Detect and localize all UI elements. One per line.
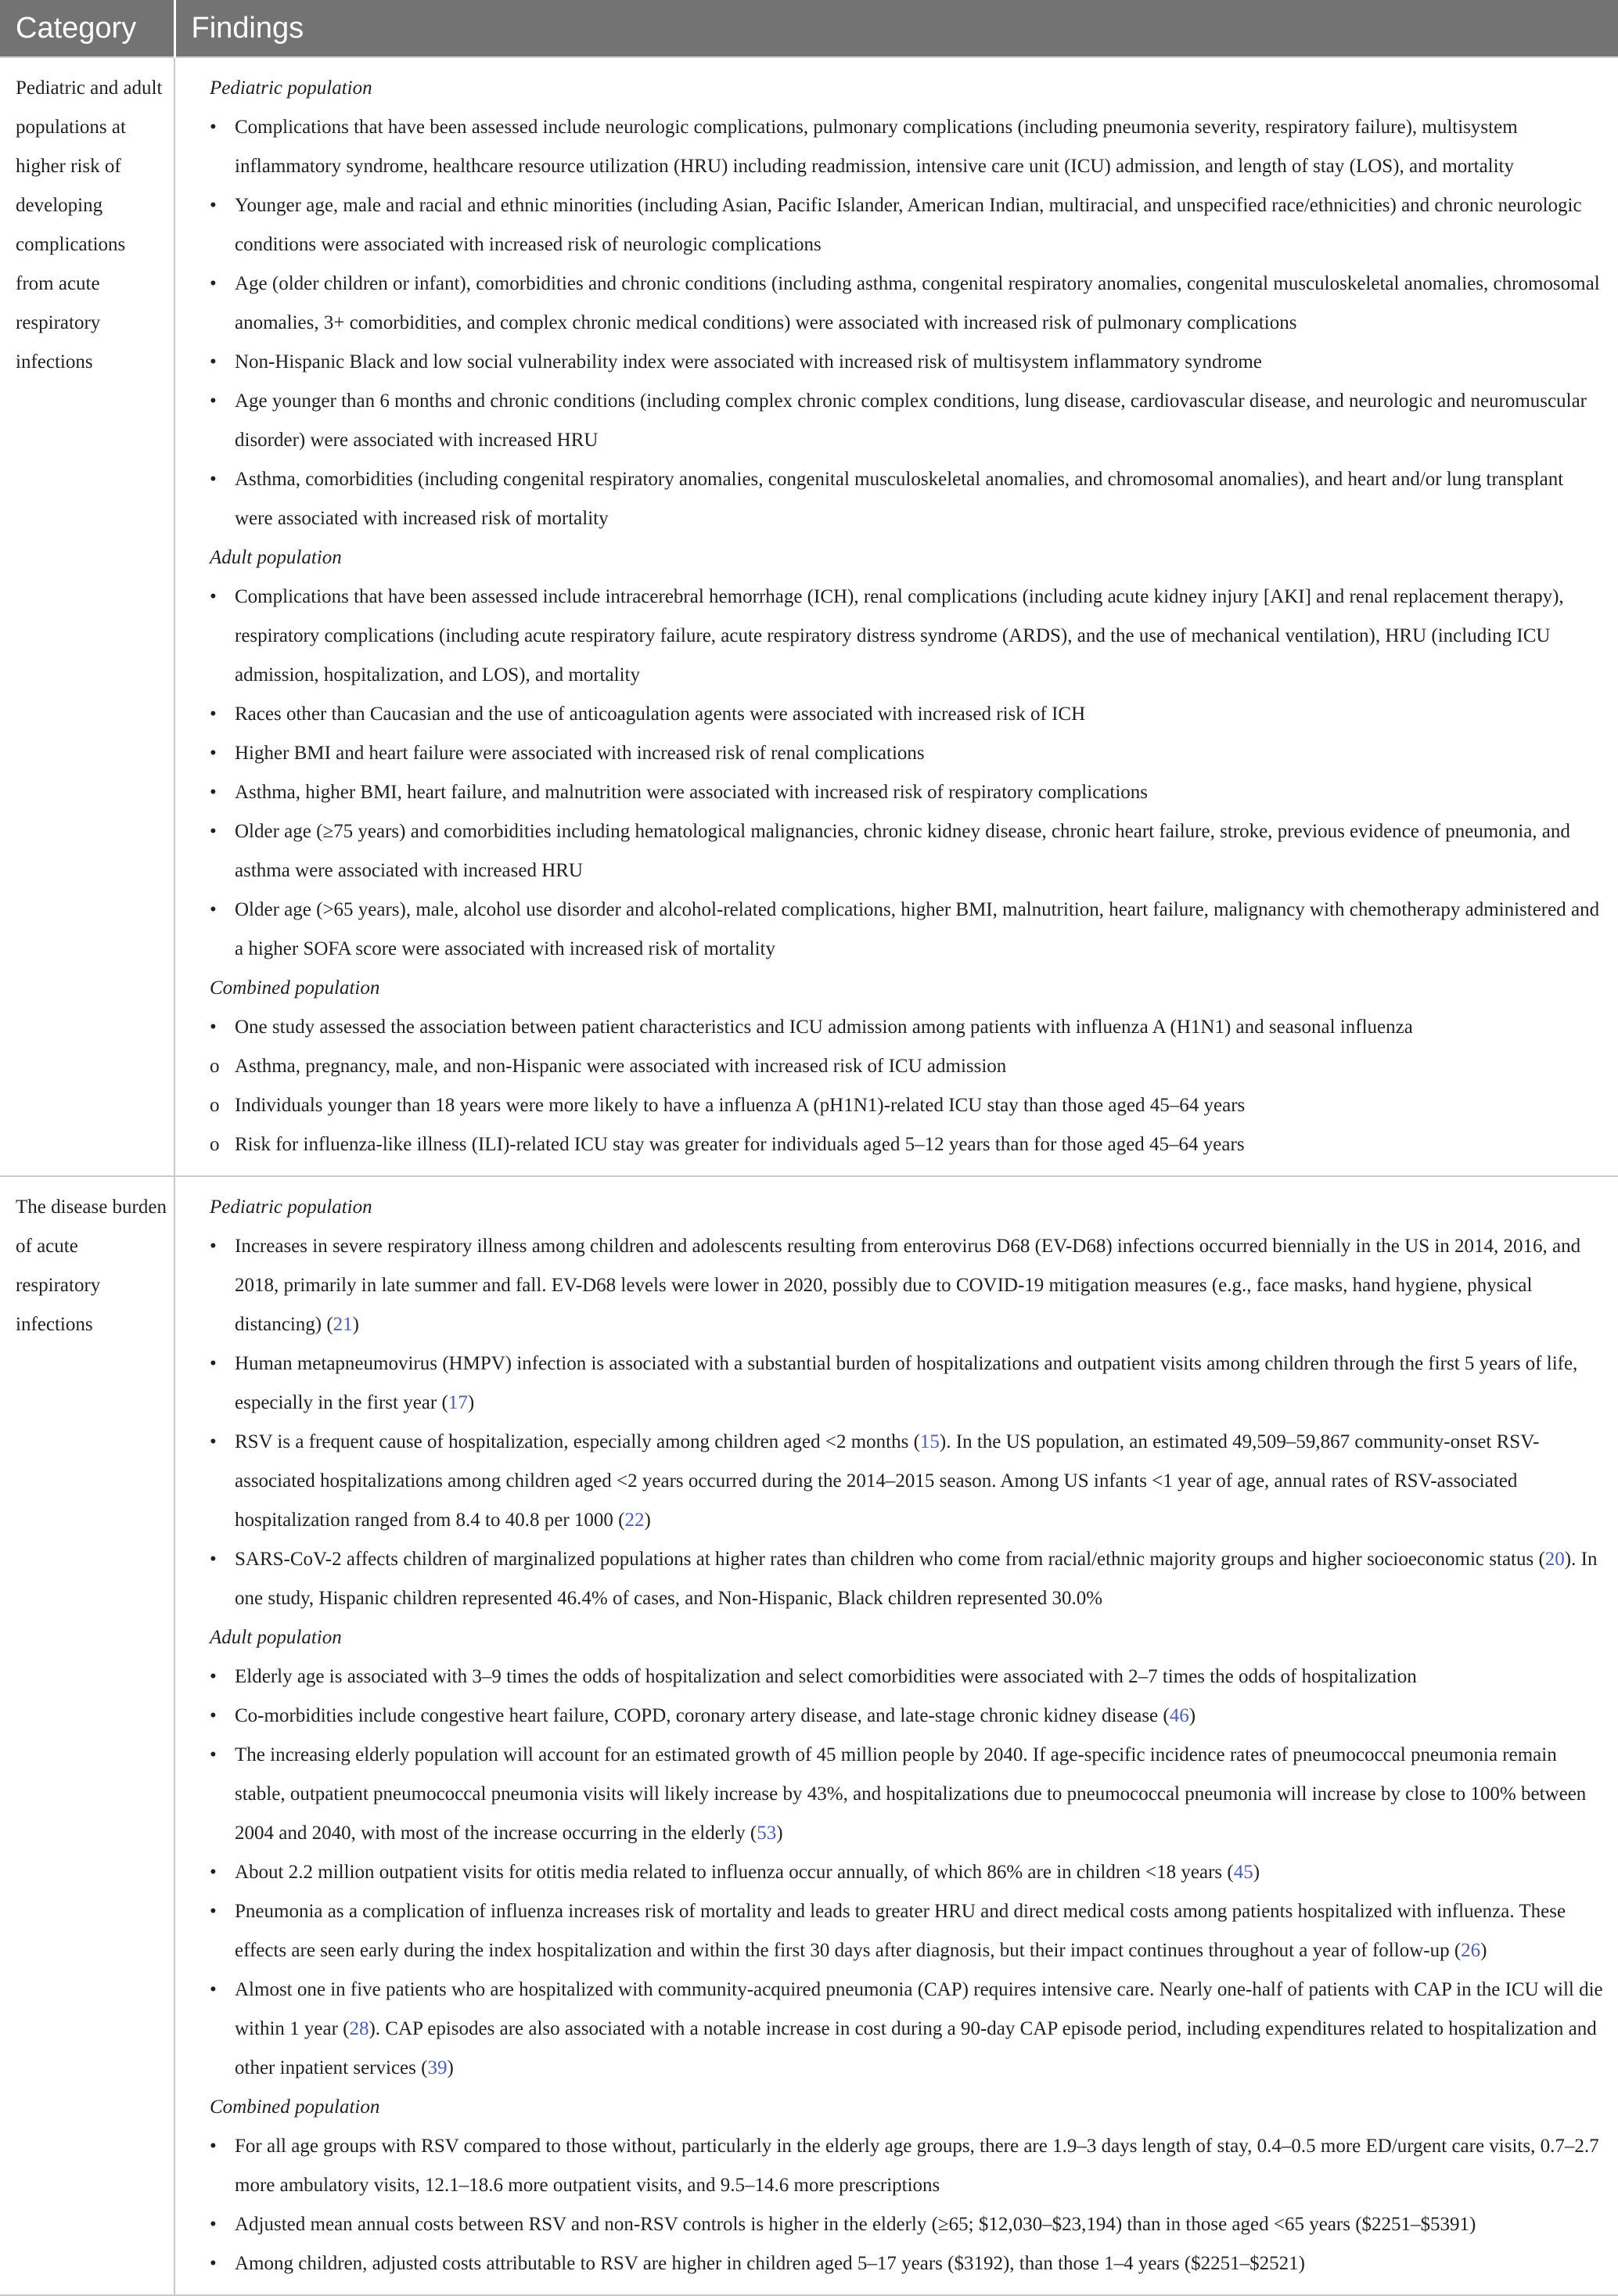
findings-list <box>191 1227 1604 1618</box>
bullet-marker: • <box>210 1705 217 1726</box>
bullet-marker: • <box>210 1901 217 1922</box>
list-item <box>191 1892 1604 1970</box>
reference-link[interactable]: 45 <box>1233 1862 1253 1883</box>
item-text-tail: ) <box>467 1392 475 1413</box>
item-text-continued: ). CAP episodes are also associated with a notable increase in cost during a 90-day CAP episode period, including expenditures related to hospitalization and other inpatient services ( <box>235 2018 1597 2078</box>
list-item <box>191 773 1604 812</box>
list-item <box>191 1970 1604 2088</box>
item-text: Adjusted mean annual costs between RSV and non-RSV controls is higher in the elderly (≥65; $12,030–$23,194) than in those aged <65 years ($2251–$5391) <box>235 2214 1476 2235</box>
bullet-marker: • <box>210 1862 217 1883</box>
item-text-continued: ). In the US population, an estimated 49,509–59,867 community-onset RSV-associated hospitalizations among children aged <2 years occurred during the 2014–2015 season. Among US infants <1 year of age, annual rates of RSV-associated hospitalization ranged from 8.4 to 40.8 per 1000 ( <box>235 1431 1540 1531</box>
list-item <box>191 1125 1604 1164</box>
bullet-marker: • <box>210 782 217 803</box>
list-item <box>191 108 1604 186</box>
reference-link[interactable]: 39 <box>427 2057 448 2078</box>
population-subheading: Pediatric population <box>210 1197 372 1218</box>
item-text: Races other than Caucasian and the use of anticoagulation agents were associated with increased risk of ICH <box>235 704 1086 725</box>
item-text: About 2.2 million outpatient visits for otitis media related to influenza occur annually, of which 86% are in children <18 years ( <box>235 1862 1234 1883</box>
bullet-marker: • <box>210 195 217 216</box>
findings-list <box>191 2127 1604 2283</box>
bullet-marker: • <box>210 1666 217 1687</box>
item-text: One study assessed the association between patient characteristics and ICU admission among patients with influenza A (H1N1) and seasonal influenza <box>235 1017 1413 1038</box>
list-item <box>191 695 1604 734</box>
table-body <box>0 57 1618 2295</box>
list-item <box>191 1227 1604 1344</box>
findings-cell <box>174 57 1618 1176</box>
bullet-marker: • <box>210 1017 217 1038</box>
reference-link[interactable]: 46 <box>1169 1705 1189 1726</box>
list-item <box>191 382 1604 460</box>
reference-link[interactable]: 26 <box>1461 1940 1481 1961</box>
item-text: Almost one in five patients who are hospitalized with community-acquired pneumonia (CAP) requires intensive care. Nearly one-half of patients with CAP in the ICU will die within 1 year ( <box>235 1979 1603 2039</box>
list-item <box>191 343 1604 382</box>
item-text: Among children, adjusted costs attributable to RSV are higher in children aged 5–17 years ($3192), than those 1–4 years ($2251–$2521) <box>235 2253 1305 2274</box>
item-text: Complications that have been assessed include neurologic complications, pulmonary complications (including pneumonia severity, respiratory failure), multisystem inflammatory syndrome, healthcare resource utilization (HRU) including readmission, intensive care unit (ICU) admission, and length of stay (LOS), and mortality <box>235 117 1518 177</box>
bullet-marker: • <box>210 273 217 294</box>
item-text: Elderly age is associated with 3–9 times the odds of hospitalization and select comorbidities were associated with 2–7 times the odds of hospitalization <box>235 1666 1417 1687</box>
item-text: Individuals younger than 18 years were more likely to have a influenza A (pH1N1)-related ICU stay than those aged 45–64 years <box>235 1095 1246 1116</box>
bullet-marker: • <box>210 2214 217 2235</box>
list-item <box>191 1047 1604 1086</box>
list-item <box>191 2205 1604 2244</box>
findings-list <box>191 1008 1604 1164</box>
list-item <box>191 1697 1604 1736</box>
list-item <box>191 1657 1604 1697</box>
list-item <box>191 1540 1604 1618</box>
item-text-tail: ) <box>644 1510 651 1531</box>
bullet-marker: • <box>210 821 217 842</box>
list-item <box>191 1344 1604 1423</box>
population-subheading: Adult population <box>210 547 342 568</box>
list-item <box>191 734 1604 773</box>
bullet-marker: • <box>210 1353 217 1374</box>
bullet-marker: • <box>210 351 217 372</box>
findings-list <box>191 108 1604 538</box>
list-item <box>191 1008 1604 1047</box>
category-cell: The disease burden of acute respiratory infections <box>0 1176 174 2295</box>
table-row <box>0 57 1618 1176</box>
bullet-marker: • <box>210 1744 217 1765</box>
list-item <box>191 460 1604 538</box>
findings-list <box>191 1657 1604 2088</box>
header-category: Category <box>0 0 174 57</box>
item-text: Complications that have been assessed include intracerebral hemorrhage (ICH), renal complications (including acute kidney injury [AKI] and renal replacement therapy), respiratory complications (including acute respiratory failure, acute respiratory distress syndrome (ARDS), and the use of mechanical ventilation), HRU (including ICU admission, hospitalization, and LOS), and mortality <box>235 586 1564 686</box>
bullet-marker: • <box>210 1979 217 2000</box>
item-text-tail: ) <box>1253 1862 1260 1883</box>
reference-link[interactable]: 21 <box>333 1314 353 1335</box>
population-subheading: Combined population <box>210 977 380 999</box>
sub-bullet-marker: o <box>210 1134 220 1155</box>
bullet-marker: • <box>210 2136 217 2157</box>
list-item <box>191 1853 1604 1892</box>
bullet-marker: • <box>210 1236 217 1257</box>
item-text: Higher BMI and heart failure were associated with increased risk of renal complications <box>235 743 925 764</box>
item-text: Older age (≥75 years) and comorbidities including hematological malignancies, chronic kidney disease, chronic heart failure, stroke, previous evidence of pneumonia, and asthma were associated with increased HRU <box>235 821 1570 881</box>
item-text-tail: ). In one study, Hispanic children represented 46.4% of cases, and Non-Hispanic, Black children represented 30.0% <box>235 1549 1598 1609</box>
list-item <box>191 812 1604 891</box>
item-text: The increasing elderly population will account for an estimated growth of 45 million people by 2040. If age-specific incidence rates of pneumococcal pneumonia remain stable, outpatient pneumococcal pneumonia visits will likely increase by 43%, and hospitalizations due to pneumococcal pneumonia will increase by close to 100% between 2004 and 2040, with most of the increase occurring in the elderly ( <box>235 1744 1587 1844</box>
category-cell: Pediatric and adult populations at higher risk of developing complications from acute respiratory infections <box>0 57 174 1176</box>
item-text: Older age (>65 years), male, alcohol use disorder and alcohol-related complications, higher BMI, malnutrition, heart failure, malignancy with chemotherapy administered and a higher SOFA score were associated with increased risk of mortality <box>235 899 1600 959</box>
item-text: Pneumonia as a complication of influenza increases risk of mortality and leads to greater HRU and direct medical costs among patients hospitalized with influenza. These effects are seen early during the index hospitalization and within the first 30 days after diagnosis, but their impact continues throughout a year of follow-up ( <box>235 1901 1566 1961</box>
bullet-marker: • <box>210 1431 217 1452</box>
bullet-marker: • <box>210 743 217 764</box>
bullet-marker: • <box>210 2253 217 2274</box>
reference-link[interactable]: 53 <box>757 1823 777 1844</box>
item-text-tail: ) <box>352 1314 359 1335</box>
findings-list <box>191 578 1604 969</box>
population-subheading: Pediatric population <box>210 77 372 99</box>
bullet-marker: • <box>210 586 217 607</box>
list-item <box>191 2127 1604 2205</box>
item-text-tail: ) <box>776 1823 783 1844</box>
sub-bullet-marker: o <box>210 1056 220 1077</box>
item-text: Risk for influenza-like illness (ILI)-related ICU stay was greater for individuals aged 5–12 years than for those aged 45–64 years <box>235 1134 1245 1155</box>
findings-cell <box>174 1176 1618 2295</box>
list-item <box>191 578 1604 695</box>
item-text: Age younger than 6 months and chronic conditions (including complex chronic complex conditions, lung disease, cardiovascular disease, and neurologic and neuromuscular disorder) were associated with increased HRU <box>235 390 1587 451</box>
table-row <box>0 1176 1618 2295</box>
sub-bullet-marker: o <box>210 1095 220 1116</box>
item-text: SARS-CoV-2 affects children of marginalized populations at higher rates than children who come from racial/ethnic majority groups and higher socioeconomic status ( <box>235 1549 1545 1570</box>
header-findings: Findings <box>174 0 1618 57</box>
bullet-marker: • <box>210 469 217 490</box>
item-text-tail: ) <box>1480 1940 1487 1961</box>
item-text: Increases in severe respiratory illness among children and adolescents resulting from enterovirus D68 (EV-D68) infections occurred biennially in the US in 2014, 2016, and 2018, primarily in late summer and fall. EV-D68 levels were lower in 2020, possibly due to COVID-19 mitigation measures (e.g., face masks, hand hygiene, physical distancing) ( <box>235 1236 1581 1335</box>
list-item <box>191 265 1604 343</box>
list-item <box>191 1086 1604 1125</box>
table-header-row <box>0 0 1618 57</box>
population-subheading: Combined population <box>210 2096 380 2118</box>
item-text: For all age groups with RSV compared to those without, particularly in the elderly age groups, there are 1.9–3 days length of stay, 0.4–0.5 more ED/urgent care visits, 0.7–2.7 more ambulatory visits, 12.1–18.6 more outpatient visits, and 9.5–14.6 more prescriptions <box>235 2136 1599 2196</box>
item-text: Asthma, pregnancy, male, and non-Hispanic were associated with increased risk of ICU admission <box>235 1056 1007 1077</box>
population-subheading: Adult population <box>210 1627 342 1648</box>
item-text: RSV is a frequent cause of hospitalization, especially among children aged <2 months ( <box>235 1431 920 1452</box>
item-text: Age (older children or infant), comorbidities and chronic conditions (including asthma, congenital respiratory anomalies, congenital musculoskeletal anomalies, chromosomal anomalies, 3+ comorbidities, and complex chronic medical conditions) were associated with increased risk of pulmonary complications <box>235 273 1600 333</box>
item-text: Younger age, male and racial and ethnic minorities (including Asian, Pacific Islander, American Indian, multiracial, and unspecified race/ethnicities) and chronic neurologic conditions were associated with increased risk of neurologic complications <box>235 195 1582 255</box>
list-item <box>191 891 1604 969</box>
item-text: Co-morbidities include congestive heart failure, COPD, coronary artery disease, and late-stage chronic kidney disease ( <box>235 1705 1170 1726</box>
bullet-marker: • <box>210 899 217 920</box>
item-text-tail: ) <box>447 2057 454 2078</box>
item-text-tail: ) <box>1188 1705 1196 1726</box>
reference-link[interactable]: 17 <box>448 1392 468 1413</box>
reference-link[interactable]: 15 <box>919 1431 940 1452</box>
bullet-marker: • <box>210 704 217 725</box>
reference-link[interactable]: 20 <box>1544 1549 1565 1570</box>
reference-link[interactable]: 22 <box>624 1510 645 1531</box>
item-text: Asthma, comorbidities (including congenital respiratory anomalies, congenital musculoskeletal anomalies, and chromosomal anomalies), and heart and/or lung transplant were associated with increased risk of mortality <box>235 469 1564 529</box>
bullet-marker: • <box>210 390 217 412</box>
item-text: Non-Hispanic Black and low social vulnerability index were associated with increased risk of multisystem inflammatory syndrome <box>235 351 1262 372</box>
item-text: Human metapneumovirus (HMPV) infection is associated with a substantial burden of hospitalizations and outpatient visits among children through the first 5 years of life, especially in the first year ( <box>235 1353 1578 1413</box>
item-text: Asthma, higher BMI, heart failure, and malnutrition were associated with increased risk of respiratory complications <box>235 782 1149 803</box>
list-item <box>191 1423 1604 1540</box>
list-item <box>191 1736 1604 1853</box>
bullet-marker: • <box>210 117 217 138</box>
list-item <box>191 186 1604 265</box>
bullet-marker: • <box>210 1549 217 1570</box>
reference-link[interactable]: 28 <box>349 2018 369 2039</box>
